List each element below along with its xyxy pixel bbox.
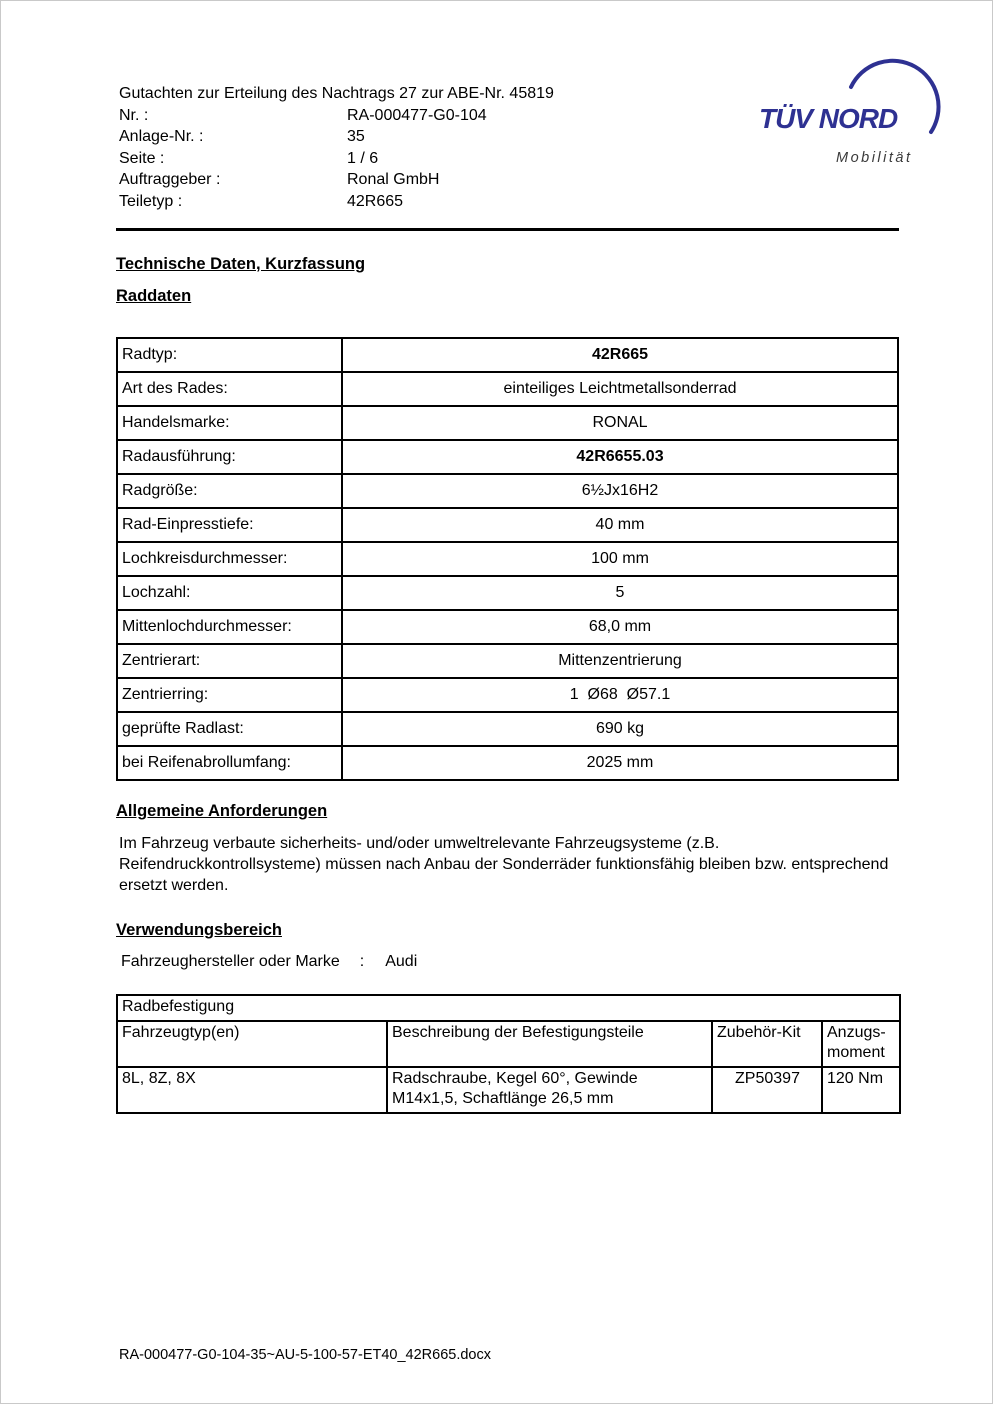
raddaten-value: 1 Ø68 Ø57.1	[342, 678, 898, 712]
tuv-nord-logo-text: TÜV NORD	[759, 103, 898, 134]
raddaten-row	[117, 440, 898, 474]
raddaten-label: Lochzahl:	[117, 576, 342, 610]
fahrzeughersteller-separator: :	[359, 953, 365, 970]
header-divider	[116, 228, 899, 231]
raddaten-value: 42R665	[342, 338, 898, 372]
raddaten-label: Radgröße:	[117, 474, 342, 508]
document-title: Gutachten zur Erteilung des Nachtrags 27 zur ABE-Nr. 45819	[119, 85, 554, 102]
fahrzeughersteller-line	[116, 952, 899, 971]
raddaten-label: bei Reifenabrollumfang:	[117, 746, 342, 780]
raddaten-row	[117, 610, 898, 644]
radbefestigung-table	[116, 994, 901, 1114]
raddaten-label: Mittenlochdurchmesser:	[117, 610, 342, 644]
raddaten-row	[117, 474, 898, 508]
raddaten-value: 100 mm	[342, 542, 898, 576]
raddaten-row	[117, 372, 898, 406]
raddaten-row	[117, 406, 898, 440]
radbefestigung-row	[117, 1067, 900, 1113]
raddaten-row	[117, 678, 898, 712]
raddaten-row	[117, 712, 898, 746]
header-field-value: 35	[347, 128, 365, 145]
raddaten-label: Art des Rades:	[117, 372, 342, 406]
section-heading-technische-daten: Technische Daten, Kurzfassung	[116, 255, 366, 273]
radbefestigung-header-row	[117, 1021, 900, 1067]
radbefestigung-cell-text: 120 Nm	[827, 1069, 884, 1087]
raddaten-row	[117, 338, 898, 372]
raddaten-row	[117, 644, 898, 678]
radbefestigung-cell-text: Radschraube, Kegel 60°, Gewinde M14x1,5, Schaftlänge 26,5 mm	[392, 1069, 638, 1107]
raddaten-value: 68,0 mm	[342, 610, 898, 644]
raddaten-label: Rad-Einpresstiefe:	[117, 508, 342, 542]
section-heading-allgemeine-anforderungen: Allgemeine Anforderungen	[116, 802, 328, 820]
header-field-value: RA-000477-G0-104	[347, 106, 487, 124]
raddaten-value: 2025 mm	[342, 746, 898, 780]
raddaten-value: 42R6655.03	[342, 440, 898, 474]
radbefestigung-column-header: Zubehör-Kit	[712, 1021, 822, 1067]
header-field	[116, 105, 899, 127]
raddaten-label: geprüfte Radlast:	[117, 712, 342, 746]
radbefestigung-caption: Radbefestigung	[117, 995, 900, 1021]
raddaten-value: Mittenzentrierung	[342, 644, 898, 678]
header-field-value: 42R665	[347, 192, 404, 210]
radbefestigung-cell	[387, 1067, 712, 1113]
header-field-value: Ronal GmbH	[347, 171, 440, 188]
raddaten-value: einteiliges Leichtmetallsonderrad	[342, 372, 898, 406]
section-heading-verwendungsbereich: Verwendungsbereich	[116, 921, 282, 939]
radbefestigung-column-header: Beschreibung der Befestigungsteile	[387, 1021, 712, 1067]
header-field	[116, 191, 899, 213]
document-content	[116, 83, 899, 1114]
raddaten-label: Zentrierart:	[117, 644, 342, 678]
header-fields	[116, 105, 899, 213]
header-field-label: Auftraggeber :	[119, 171, 221, 188]
raddaten-row	[117, 542, 898, 576]
raddaten-value: 40 mm	[342, 508, 898, 542]
header-field-label: Anlage-Nr. :	[119, 128, 204, 145]
radbefestigung-caption-row	[117, 995, 900, 1021]
raddaten-label: Zentrierring:	[117, 678, 342, 712]
raddaten-value: 5	[342, 576, 898, 610]
allgemeine-anforderungen-text: Im Fahrzeug verbaute sicherheits- und/oder umweltrelevante Fahrzeugsysteme (z.B. Reifendruckkontrollsysteme) müssen nach Anbau der Sonderräder funktionsfähig bleiben bzw. entsprechend ersetzt werden.	[119, 835, 889, 894]
header-field-label: Seite :	[119, 149, 165, 167]
header-field-label: Nr. :	[119, 106, 149, 124]
header-field	[116, 126, 899, 148]
raddaten-label: Handelsmarke:	[117, 406, 342, 440]
footer-filename: RA-000477-G0-104-35~AU-5-100-57-ET40_42R665.docx	[119, 1347, 491, 1363]
raddaten-value: RONAL	[342, 406, 898, 440]
radbefestigung-cell-text: 8L, 8Z, 8X	[122, 1069, 196, 1087]
radbefestigung-cell	[822, 1067, 900, 1113]
radbefestigung-cell	[712, 1067, 822, 1113]
fahrzeughersteller-label: Fahrzeughersteller oder Marke	[121, 953, 340, 970]
section-heading-raddaten: Raddaten	[116, 287, 192, 305]
header-field	[116, 148, 899, 170]
raddaten-label: Radtyp:	[117, 338, 342, 372]
raddaten-row	[117, 576, 898, 610]
fahrzeughersteller-value: Audi	[385, 953, 418, 970]
header-field	[116, 169, 899, 191]
radbefestigung-cell	[117, 1067, 387, 1113]
radbefestigung-column-header: Fahrzeugtyp(en)	[117, 1021, 387, 1067]
raddaten-label: Lochkreisdurchmesser:	[117, 542, 342, 576]
raddaten-table	[116, 337, 899, 781]
header-field-label: Teiletyp :	[119, 192, 183, 210]
header-field-value: 1 / 6	[347, 149, 379, 167]
radbefestigung-column-header: Anzugs-moment	[822, 1021, 900, 1067]
raddaten-value: 6½Jx16H2	[342, 474, 898, 508]
radbefestigung-cell-text: ZP50397	[735, 1069, 800, 1087]
raddaten-row	[117, 746, 898, 780]
raddaten-label: Radausführung:	[117, 440, 342, 474]
raddaten-value: 690 kg	[342, 712, 898, 746]
logo-tagline: Mobilität	[836, 150, 913, 166]
raddaten-row	[117, 508, 898, 542]
